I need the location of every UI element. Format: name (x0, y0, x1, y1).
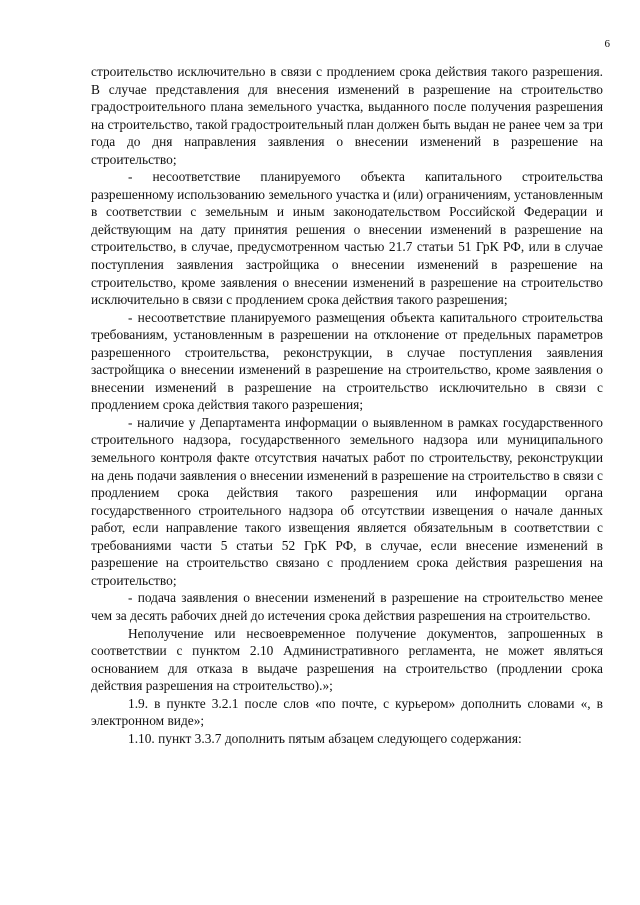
document-body (91, 63, 603, 747)
paragraph-item-1-9: 1.9. в пункте 3.2.1 после слов «по почте, с курьером» дополнить словами «, в электронном виде»; (91, 695, 603, 729)
paragraph-item-1-10: 1.10. пункт 3.3.7 дополнить пятым абзацем следующего содержания: (128, 730, 522, 746)
paragraph-deviation-permit-mismatch: - несоответствие планируемого размещения объекта капитального строительства требованиям, установленным в разрешении на отклонение от предельных параметров разрешенного строительства, реконструкции, в случае поступления заявления застройщика о внесении изменений в разрешение на строительство, кроме заявления о внесении изменений в разрешение на строительство исключительно в связи с продлением срока действия такого разрешения; (91, 309, 603, 413)
paragraph-non-receipt-documents: Неполучение или несвоевременное получение документов, запрошенных в соответствии с пунктом 2.10 Административного регламента, не может являться основанием для отказа в выдаче разрешения на строительство (продлении срока действия разрешения на строительство).»; (91, 625, 603, 694)
page-number: 6 (604, 38, 610, 50)
paragraph-late-application: - подача заявления о внесении изменений в разрешение на строительство менее чем за десять рабочих дней до истечения срока действия разрешения на строительство. (91, 590, 603, 623)
paragraph-works-not-started: - наличие у Департамента информации о выявленном в рамках государственного строительного надзора, государственного земельного надзора или муниципального земельного контроля факте отсутствия начатых работ по строительству, реконструкции на день подачи заявления о внесении изменений в разрешение на строительство в связи с продлением срока действия такого разрешения или информации органа государственного строительного надзора об отсутствии извещения о начале данных работ, если направление такого извещения является обязательным в соответствии с требованиями части 5 статьи 52 ГрК РФ, в случае, если внесение изменений в разрешение на строительство связано с продлением срока действия разрешения на строительство; (91, 414, 603, 588)
paragraph-building-plan: строительство исключительно в связи с продлением срока действия такого разрешения. В случае представления для внесения изменений в разрешение на строительство градостроительного плана земельного участка, выданного после получения разрешения на строительство, такой градостроительный план должен быть выдан не ранее чем за три года до дня направления заявления о внесении изменений в разрешение на строительство; (91, 64, 603, 167)
paragraph-land-use-mismatch: - несоответствие планируемого объекта капитального строительства разрешенному использованию земельного участка и (или) ограничениям, установленным в соответствии с земельным и иным законодательством Российской Федерации и действующим на дату принятия решения о внесении изменений в разрешение на строительство, в случае, предусмотренном частью 21.7 статьи 51 ГрК РФ, или в случае поступления заявления застройщика о внесении изменений в разрешение на строительство, кроме заявления о внесении изменений в разрешение на строительство исключительно в связи с продлением срока действия такого разрешения; (91, 169, 603, 308)
